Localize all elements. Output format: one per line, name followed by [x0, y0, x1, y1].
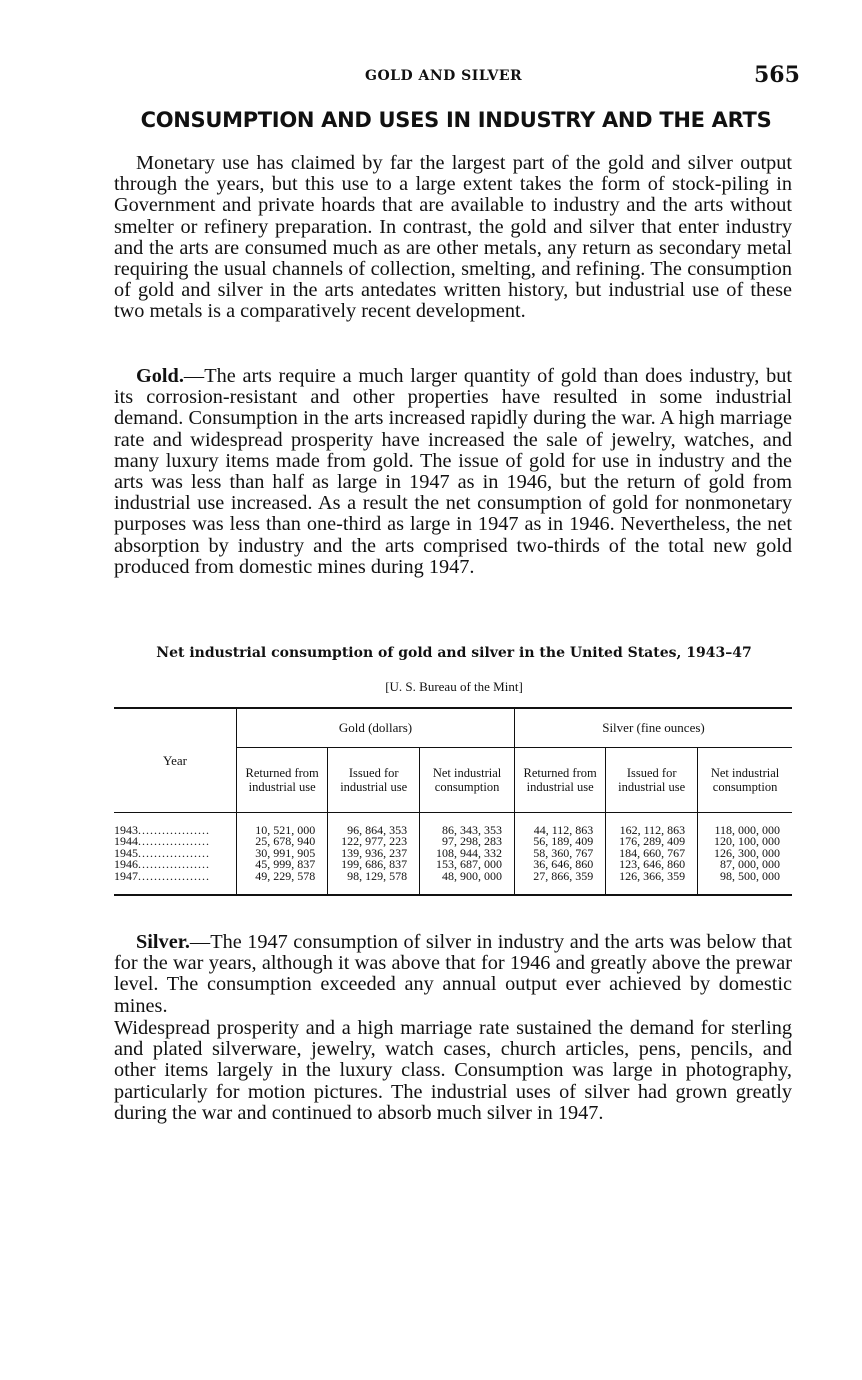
silver-issued-cell: 176, 289, 409: [606, 836, 698, 847]
gold-text: —The arts require a much larger quantity of gold than does industry, but its corrosion-resistant and other properties have resulted in some industrial demand. Consumption in the arts increased rapidly during the war. A high marriage rate and widespread prosperity have increased the sale of jewelry, watches, and many luxury items made from gold. The issue of gold for use in industry and the arts was less than half as large in 1947 as in 1946, but the return of gold from industrial use increased. As a result the net consumption of gold for nonmonetary purposes was less than one-third as large in 1947 as in 1946. Nevertheless, the net absorption by industry and the arts comprised two-thirds of the total new gold produced from domestic mines during 1947.: [114, 365, 792, 578]
silver-net-cell: 118, 000, 000: [698, 813, 792, 837]
table-row: [114, 813, 792, 837]
gold-returned-header: Returned from industrial use: [237, 748, 328, 813]
year-cell: 1945..................: [114, 845, 210, 860]
gold-paragraph: [114, 366, 792, 578]
silver-returned-cell: 58, 360, 767: [514, 848, 605, 859]
consumption-table: [114, 707, 792, 896]
gold-returned-cell: 45, 999, 837: [237, 859, 328, 870]
gold-issued-cell: 122, 977, 223: [328, 836, 420, 847]
gold-lead: Gold.: [136, 365, 184, 387]
page-number: 565: [754, 62, 800, 88]
closing-paragraph: Widespread prosperity and a high marriage rate sustained the demand for sterling and plated silverware, jewelry, watch cases, church articles, pens, pencils, and other items largely in the luxury class. Consumption was large in photography, particularly for motion pictures. The industrial uses of silver had grown greatly during the war and continued to absorb much silver in 1947.: [114, 1017, 792, 1124]
gold-net-header: Net industrial consumption: [420, 748, 515, 813]
silver-lead: Silver.: [136, 931, 190, 953]
silver-net-cell: 120, 100, 000: [698, 836, 792, 847]
gold-net-cell: 48, 900, 000: [420, 871, 515, 895]
gold-net-cell: 153, 687, 000: [420, 859, 515, 870]
gold-issued-cell: 199, 686, 837: [328, 859, 420, 870]
silver-returned-cell: 56, 189, 409: [514, 836, 605, 847]
silver-issued-cell: 162, 112, 863: [606, 813, 698, 837]
year-cell: 1947..................: [114, 868, 210, 883]
gold-group-header: Gold (dollars): [237, 708, 515, 748]
silver-net-cell: 126, 300, 000: [698, 848, 792, 859]
silver-returned-cell: 27, 866, 359: [514, 871, 605, 895]
silver-text: —The 1947 consumption of silver in industry and the arts was below that for the war years, although it was above that for 1946 and greatly above the prewar level. The consumption exceeded any annual output ever achieved by domestic mines.: [114, 931, 792, 1017]
table-source: [U. S. Bureau of the Mint]: [385, 679, 523, 694]
gold-net-cell: 108, 944, 332: [420, 848, 515, 859]
year-cell: 1946..................: [114, 857, 210, 872]
running-head: [0, 62, 862, 90]
silver-returned-header: Returned from industrial use: [514, 748, 605, 813]
silver-group-header: Silver (fine ounces): [514, 708, 792, 748]
gold-issued-header: Issued for industrial use: [328, 748, 420, 813]
gold-net-cell: 86, 343, 353: [420, 813, 515, 837]
silver-net-cell: 87, 000, 000: [698, 859, 792, 870]
gold-issued-cell: 139, 936, 237: [328, 848, 420, 859]
year-column-header: Year: [114, 708, 237, 813]
gold-returned-cell: 10, 521, 000: [237, 813, 328, 837]
silver-net-cell: 98, 500, 000: [698, 871, 792, 895]
table-caption: Net industrial consumption of gold and silver in the United States, 1943–47: [156, 645, 752, 661]
silver-net-header: Net industrial consumption: [698, 748, 792, 813]
running-title: GOLD AND SILVER: [365, 68, 523, 84]
gold-net-cell: 97, 298, 283: [420, 836, 515, 847]
gold-issued-cell: 96, 864, 353: [328, 813, 420, 837]
silver-returned-cell: 44, 112, 863: [514, 813, 605, 837]
silver-issued-header: Issued for industrial use: [606, 748, 698, 813]
silver-issued-cell: 126, 366, 359: [606, 871, 698, 895]
gold-returned-cell: 49, 229, 578: [237, 871, 328, 895]
gold-issued-cell: 98, 129, 578: [328, 871, 420, 895]
silver-returned-cell: 36, 646, 860: [514, 859, 605, 870]
intro-paragraph: Monetary use has claimed by far the largest part of the gold and silver output through the years, but this use to a large extent takes the form of stock-piling in Government and private hoards that are available to industry and the arts without smelter or refinery preparation. In contrast, the gold and silver that enter industry and the arts are consumed much as are other metals, any return as secondary metal requiring the usual channels of collection, smelting, and refining. The consumption of gold and silver in the arts antedates written history, but industrial use of these two metals is a comparatively recent development.: [114, 152, 792, 323]
silver-issued-cell: 123, 646, 860: [606, 859, 698, 870]
table-row: [114, 871, 792, 895]
gold-returned-cell: 30, 991, 905: [237, 848, 328, 859]
section-heading: CONSUMPTION AND USES IN INDUSTRY AND THE ARTS: [140, 108, 772, 132]
year-cell: 1944..................: [114, 834, 210, 849]
year-cell: 1943..................: [114, 823, 210, 837]
silver-issued-cell: 184, 660, 767: [606, 848, 698, 859]
gold-returned-cell: 25, 678, 940: [237, 836, 328, 847]
silver-paragraph: [114, 932, 792, 1017]
